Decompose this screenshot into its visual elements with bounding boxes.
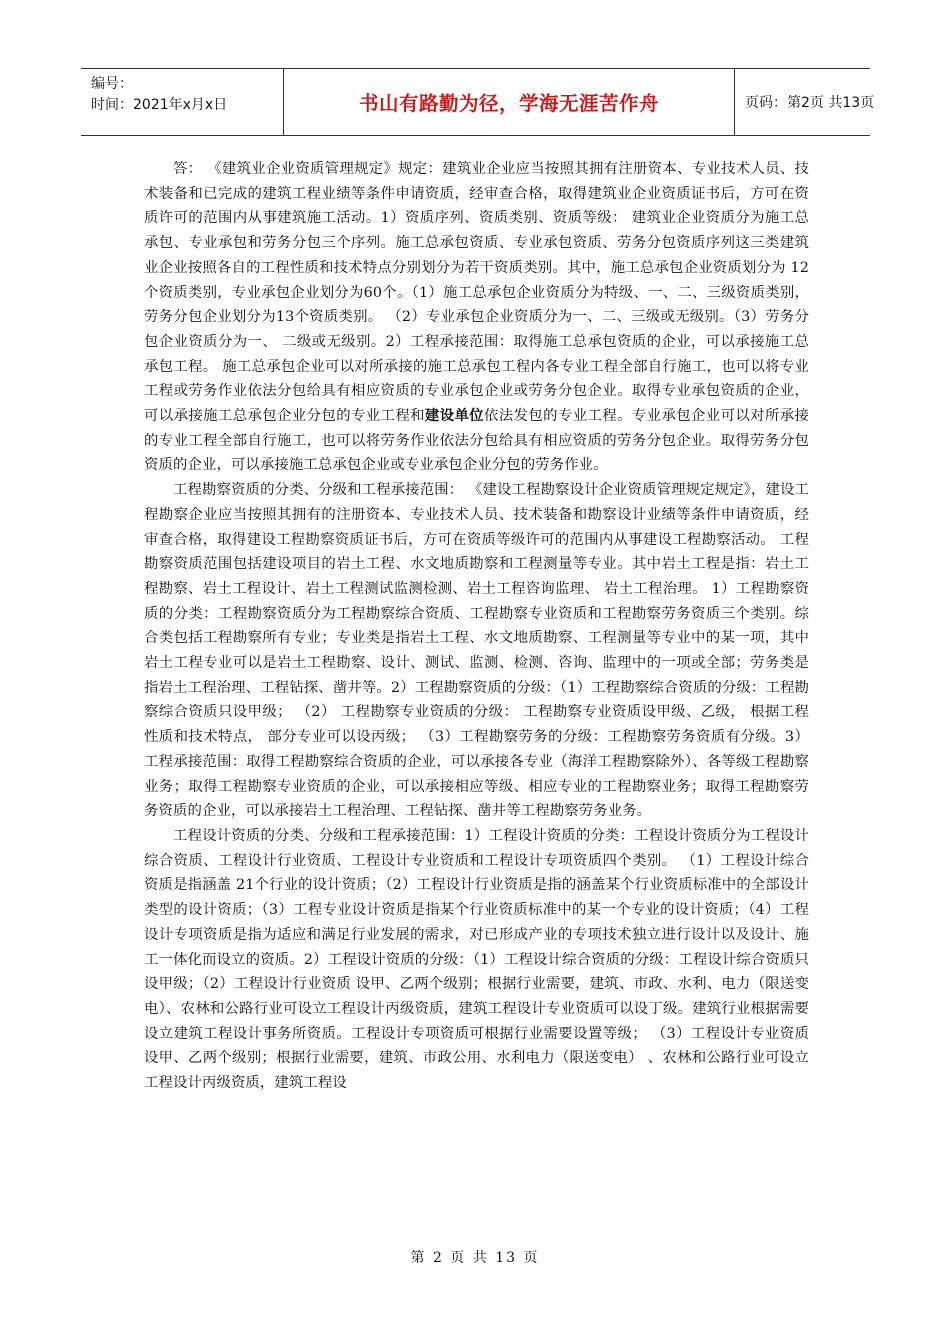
paragraph-survey-qualification: 工程勘察资质的分类、分级和工程承接范围： 《建设工程勘察设计企业资质管理规定规定》，建设工程勘察企业应当按照其拥有的注册资本、专业技术人员、技术装备和勘察设计业绩等条件申请资质，经审查合格，取得建设工程勘察资质证书后，方可在资质等级许可的范围内从事建设工程勘察活动。 工程勘察资质范围包括建设项目的岩土工程、水文地质勘察和工程测量等专业。其中岩土工程是指：岩土工程勘察、岩土工程设计、岩土工程测试监测检测、岩土工程咨询监理、 岩土工程治理。 1）工程勘察资质的分类：工程勘察资质分为工程勘察综合资质、工程勘察专业资质和工程勘察劳务资质三个类别。综合类包括工程勘察所有专业；专业类是指岩土工程、水文地质勘察、工程测量等专业中的某一项，其中岩土工程专业可以是岩土工程勘察、设计、测试、监测、检测、咨询、监理中的一项或全部；劳务类是指岩土工程治理、工程钻探、凿井等。2）工程勘察资质的分级：（1）工程勘察综合资质的分级：工程勘察综合资质只设甲级； （2） 工程勘察专业资质的分级： 工程勘察专业资质设甲级、乙级， 根据工程性质和技术特点， 部分专业可以设丙级； （3）工程勘察劳务的分级：工程勘察劳务资质有分级。3）工程承接范围：取得工程勘察综合资质的企业，可以承接各专业（海洋工程勘察除外）、各等级工程勘察业务；取得工程勘察专业资质的企业，可以承接相应等级、相应专业的工程勘察业务；取得工程勘察劳务资质的企业，可以承接岩土工程治理、工程钻探、凿井等工程勘察劳务业务。: [144, 482, 809, 820]
motto-text: 书山有路勤为径，学海无涯苦作舟: [358, 92, 659, 115]
paragraph-1-part-b: 依法发包的专业工程。专业承包企业可以对所承接的专业工程全部自行施工，也可以将劳务作业依法分包给具有相应资质的劳务分包企业。取得劳务分包资质的企业，可以承接施工总承包企业或专业承包企业分包的劳务作业。: [144, 408, 810, 474]
document-header: [81, 68, 875, 136]
header-page-cell: [735, 69, 875, 135]
header-left-cell: [81, 69, 284, 135]
header-page-info: 页码：第2页 共13页: [745, 95, 875, 111]
serial-number-label: 编号：: [91, 76, 133, 92]
bold-term-construction-unit: 建设单位: [424, 408, 485, 425]
document-body: [144, 157, 809, 1096]
paragraph-construction-qualification: [144, 157, 809, 478]
date-line: 时间：2021年x月x日: [91, 97, 228, 113]
header-motto-cell: [284, 69, 735, 135]
paragraph-1-part-a: 答： 《建筑业企业资质管理规定》规定：建筑业企业应当按照其拥有注册资本、专业技术人员、技术装备和已完成的建筑工程业绩等条件申请资质，经审查合格，取得建筑业企业资质证书后，方可在资质许可的范围内从事建筑施工活动。1）资质序列、资质类别、资质等级： 建筑业企业资质分为施工总承包、专业承包和劳务分包三个序列。施工总承包资质、专业承包资质、劳务分包资质序列这三类建筑业企业按照各自的工程性质和技术特点分别划分为若干资质类别。其中，施工总承包企业资质划分为 12个资质类别，专业承包企业划分为60个。（1）施工总承包企业资质分为特级、一、二、三级资质类别，劳务分包企业划分为13个资质类别。 （2）专业承包企业资质分为一、二、三级或无级别。（3）劳务分包企业资质分为一、 二级或无级别。2）工程承接范围：取得施工总承包资质的企业，可以承接施工总承包工程。 施工总承包企业可以对所承接的施工总承包工程内各专业工程全部自行施工，也可以将专业工程或劳务作业依法分包给具有相应资质的专业承包企业或劳务分包企业。取得专业承包资质的企业，可以承接施工总承包企业分包的专业工程和: [144, 161, 809, 425]
page-footer: 第 2 页 共 13 页: [410, 1250, 540, 1266]
paragraph-design-qualification: 工程设计资质的分类、分级和工程承接范围：1）工程设计资质的分类：工程设计资质分为工程设计综合资质、工程设计行业资质、工程设计专业资质和工程设计专项资质四个类别。 （1）工程设计综合资质是指涵盖 21个行业的设计资质；（2）工程设计行业资质是指的涵盖某个行业资质标准中的全部设计类型的设计资质；（3）工程专业设计资质是指某个行业资质标准中的某一个专业的设计资质；（4）工程设计专项资质是指为适应和满足行业发展的需求，对已形成产业的专项技术独立进行设计以及设计、施工一体化而设立的资质。2）工程设计资质的分级：（1）工程设计综合资质的分级：工程设计综合资质只设甲级；（2）工程设计行业资质 设甲、乙两个级别；根据行业需要，建筑、市政、水利、电力（限送变电）、农林和公路行业可设立工程设计丙级资质，建筑工程设计专业资质可以设丁级。建筑行业根据需要设立建筑工程设计事务所资质。工程设计专项资质可根据行业需要设置等级； （3）工程设计专业资质 设甲、乙两个级别；根据行业需要，建筑、市政公用、水利电力（限送变电） 、农林和公路行业可设立工程设计丙级资质，建筑工程设: [144, 827, 809, 1092]
